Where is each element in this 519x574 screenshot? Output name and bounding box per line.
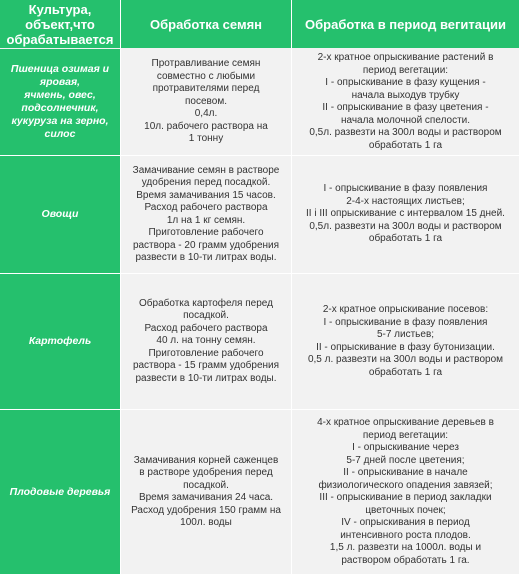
header-seed-treatment: Обработка семян <box>149 16 263 32</box>
cell-text-line: подсолнечник, <box>21 102 99 114</box>
cell-text-line: раствора - 15 грамм удобрения <box>132 360 280 372</box>
cell-text-line: 1л на 1 кг семян. <box>166 214 246 226</box>
column-divider <box>120 0 121 574</box>
cell-text-line: интенсивного роста плодов. <box>340 529 471 541</box>
cell-text-line: Обработка картофеля перед <box>139 297 273 309</box>
cell-text-line: развести в 10-ти литрах воды. <box>135 252 277 263</box>
cell-text-line: яровая, <box>39 76 81 88</box>
cell-text-line: 1 тонну <box>188 133 224 145</box>
cell-text-line: II i III опрыскивание с интервалом 15 дней. <box>306 208 505 220</box>
culture-cell <box>0 410 120 574</box>
cell-text-line: обработать 1 га <box>368 366 443 378</box>
header-vegetation-treatment: Обработка в период вегитации <box>305 16 506 32</box>
header-culture <box>0 0 120 48</box>
cell-text-line: ячмень, овес, <box>24 89 96 101</box>
cell-text-line: Замачивание семян в растворе <box>132 164 280 176</box>
cell-text-line: Расход рабочего раствора <box>144 322 268 334</box>
cell-text-line: Плодовые деревья <box>9 485 111 498</box>
cell-text-line: обработать 1 га <box>368 233 443 245</box>
vegetation-treatment-cell <box>292 49 519 155</box>
table-row <box>0 274 519 409</box>
vegetation-treatment-cell <box>292 156 519 273</box>
cell-text-line: кукуруза на зерно, <box>11 115 109 127</box>
cell-text-line: Пшеница озимая и <box>10 63 110 75</box>
cell-text-line: 1,5 л. развезти на 1000л. воды и <box>329 542 482 553</box>
table-row <box>0 410 519 574</box>
cell-text-line: III - опрыскивание в период закладки <box>319 492 492 503</box>
cell-text-line: 5-7 дней после цветения; <box>346 454 465 466</box>
cell-text-line: протравителями перед <box>152 83 260 95</box>
cell-text-line: Приготовление рабочего <box>148 347 264 359</box>
cell-text-line: физиологического опадения завязей; <box>318 479 493 491</box>
cell-text-line: Культура, <box>28 1 92 17</box>
cell-text-line: 0,5 л. развезти на 300л воды и раствором <box>307 354 504 365</box>
cell-text-line: обрабатывается <box>6 31 114 47</box>
cell-text-line: 0,5л. развезти на 300л воды и раствором <box>309 127 502 138</box>
cell-text-line: II - опрыскивание в начале <box>343 467 468 478</box>
vegetation-treatment-cell <box>292 274 519 409</box>
cell-text-line: развести в 10-ти литрах воды. <box>135 372 277 384</box>
table-header <box>0 0 519 48</box>
cell-text-line: период вегетации: <box>362 64 449 76</box>
seed-treatment-cell <box>121 49 291 155</box>
cell-text-line: Картофель <box>28 335 92 347</box>
cell-text-line: Приготовление рабочего <box>148 227 264 238</box>
cell-text-line: начала выходув трубку <box>351 89 460 101</box>
cell-text-line: период вегетации: <box>362 429 449 441</box>
cell-text-line: 4-х кратное опрыскивание деревьев в <box>317 417 494 428</box>
culture-cell <box>0 156 120 273</box>
cell-text-line: 0,5л. развезти на 300л воды и раствором <box>309 220 502 232</box>
seed-treatment-cell <box>121 410 291 574</box>
cell-text-line: цветочных почек; <box>365 504 446 516</box>
cell-text-line: IV - опрыскивания в период <box>341 517 470 528</box>
cell-text-line: в растворе удобрения перед <box>139 467 273 478</box>
cell-text-line: 5-7 листьев; <box>376 329 435 340</box>
cell-text-line: 40 л. на тонну семян. <box>156 335 256 347</box>
cell-text-line: раствором обработать 1 га. <box>341 554 470 566</box>
cell-text-line: посадкой. <box>183 310 229 322</box>
cell-text-line: II - опрыскивание в фазу бутонизации. <box>316 341 495 353</box>
cell-text-line: Расход рабочего раствора <box>144 202 268 213</box>
table-row <box>0 49 519 155</box>
cell-text-line: Расход удобрения 150 грамм на <box>131 504 281 516</box>
seed-treatment-cell <box>121 156 291 273</box>
cell-text-line: раствора - 20 грамм удобрения <box>132 239 280 251</box>
culture-cell <box>0 49 120 155</box>
cell-text-line: Время замачивания 15 часов. <box>136 189 276 201</box>
cell-text-line: посевом. <box>185 95 227 107</box>
cell-text-line: 2-х кратное опрыскивание растений в <box>317 52 494 63</box>
culture-cell <box>0 274 120 409</box>
seed-treatment-cell <box>121 274 291 409</box>
cell-text-line: посадкой. <box>183 479 229 491</box>
column-divider <box>291 0 292 574</box>
cell-text-line: II - опрыскивание в фазу цветения - <box>322 102 489 113</box>
cell-text-line: Протравливание семян <box>151 58 261 70</box>
cell-text-line: I - опрыскивание через <box>352 442 459 453</box>
cell-text-line: 2-х кратное опрыскивание посевов: <box>322 304 489 315</box>
cell-text-line: силос <box>44 128 76 140</box>
cell-text-line: начала молочной спелости. <box>340 114 471 126</box>
cell-text-line: I - опрыскивание в фазу появления <box>323 316 488 328</box>
cell-text-line: 2-4-х настоящих листьев; <box>346 195 465 207</box>
cell-text-line: удобрения перед посадкой. <box>141 177 271 188</box>
cell-text-line: 10л. рабочего раствора на <box>144 120 268 132</box>
cell-text-line: 0,4л. <box>194 108 218 120</box>
cell-text-line: Замачивания корней саженцев <box>133 454 279 466</box>
cell-text-line: Время замачивания 24 часа. <box>138 492 274 503</box>
cell-text-line: Овощи <box>41 208 79 220</box>
table-row <box>0 156 519 273</box>
cell-text-line: 100л. воды <box>180 517 232 528</box>
cell-text-line: обработать 1 га <box>368 139 443 151</box>
cell-text-line: I - опрыскивание в фазу появления <box>323 183 488 195</box>
vegetation-treatment-cell <box>292 410 519 574</box>
cell-text-line: I - опрыскивание в фазу кущения - <box>325 77 486 88</box>
cell-text-line: объект,что <box>25 16 95 32</box>
cell-text-line: совместно с любыми <box>156 70 256 82</box>
